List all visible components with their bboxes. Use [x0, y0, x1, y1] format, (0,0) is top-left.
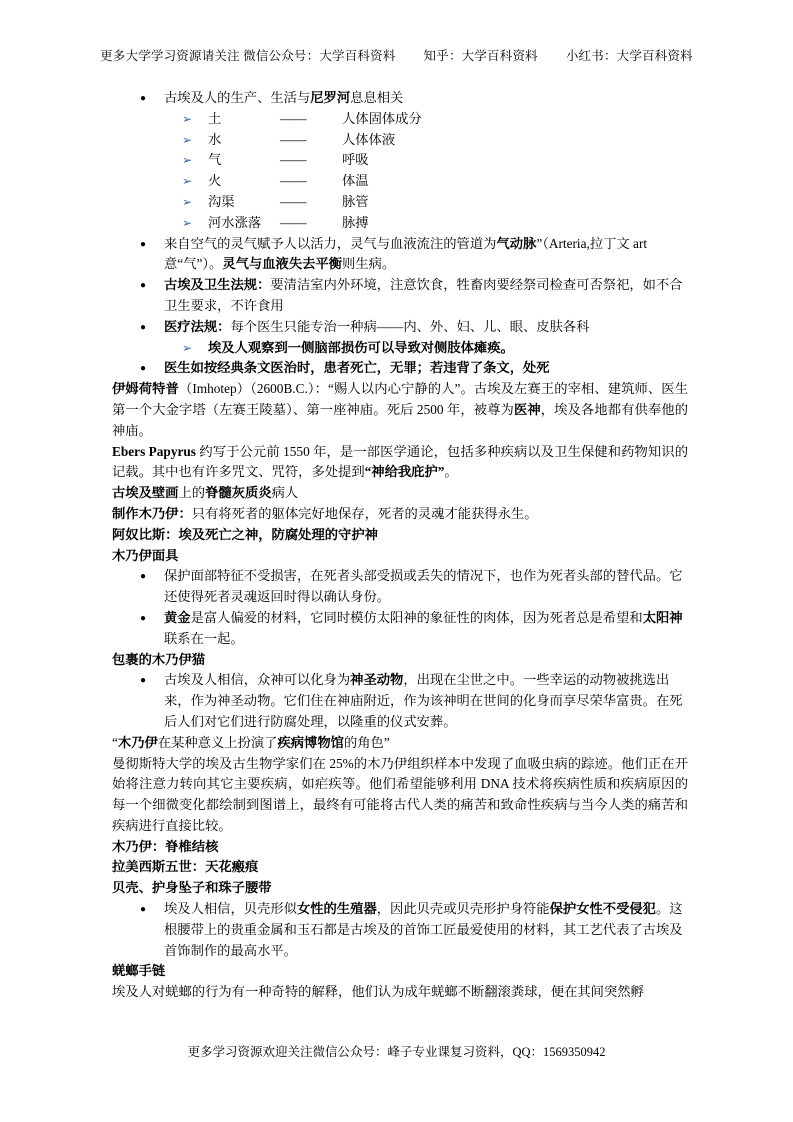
text-run-bold: 医生如按经典条文医治时，患者死亡，无罪；若违背了条文，处死 — [164, 360, 550, 376]
text-run: 则生病。 — [342, 256, 396, 272]
sub-note-list — [164, 338, 688, 359]
element-dash: —— — [280, 173, 307, 189]
list-item — [112, 234, 688, 276]
bullet-list-main — [112, 234, 688, 338]
sub-note-block — [112, 338, 688, 359]
text-run-bold: 脊髓灰质炎 — [205, 485, 272, 501]
text-run: 约写于公元前 1550 年，是一部医学通论，包括多种疾病以及卫生保健和药物知识的记载。其中也有许多咒文、咒符，多处提到 — [112, 443, 688, 480]
element-meaning: 脉搏 — [342, 214, 369, 230]
paragraph-scarab — [112, 982, 688, 1003]
list-item — [164, 213, 688, 234]
text-run-bold: 医神 — [513, 401, 541, 417]
heading-ramses — [112, 857, 688, 878]
text-run-bold: 蜣螂手链 — [112, 963, 166, 979]
text-run: ，埃及各地都有供奉他的神庙。 — [112, 401, 689, 438]
bullet-list-mask — [112, 566, 688, 649]
header-middle: 知乎：大学百科资料 — [423, 49, 538, 63]
text-run-bold: 神圣动物 — [350, 672, 404, 688]
text-run-bold: 木乃伊面具 — [112, 547, 179, 563]
heading-shell-belt — [112, 878, 688, 899]
text-run: ”（Arteria,拉丁文 art 意“气”）。 — [164, 235, 648, 272]
paragraph-manchester — [112, 754, 688, 837]
text-run: 在某种意义上扮演了 — [157, 734, 278, 750]
element-dash: —— — [280, 110, 307, 126]
paragraph-ebers — [112, 442, 688, 484]
list-item — [112, 317, 688, 338]
text-run-bold: “神给我庇护” — [364, 464, 445, 480]
text-run-bold: 木乃伊 — [117, 734, 158, 750]
paragraph-imhotep — [112, 379, 688, 441]
list-item — [112, 275, 688, 317]
text-run-bold: 伊姆荷特普 — [112, 381, 179, 397]
text-run-bold: 制作木乃伊： — [112, 505, 192, 521]
elements-list — [164, 109, 688, 234]
elements-block — [112, 109, 688, 234]
list-item — [164, 109, 688, 130]
element-term: 河水涨落 — [208, 214, 262, 230]
text-run: 古埃及人相信，众神可以化身为 — [164, 672, 351, 688]
element-term: 土 — [208, 110, 222, 126]
page-header — [0, 46, 793, 64]
text-run: 每个医生只能专治一种病——内、外、妇、儿、眼、皮肤各科 — [230, 318, 590, 334]
header-right: 小红书：大学百科资料 — [565, 49, 693, 63]
text-run: （Imhotep）（2600B.C.） — [178, 381, 315, 397]
text-run-bold: 保护女性不受侵犯 — [549, 901, 656, 917]
text-run-bold: 木乃伊：脊椎结核 — [112, 838, 219, 854]
text-run: ，因此贝壳或贝壳形护身符能 — [376, 901, 550, 917]
element-dash: —— — [280, 193, 307, 209]
header-left: 更多大学学习资源请关注 微信公众号：大学百科资料 — [100, 49, 396, 63]
element-term: 火 — [208, 173, 222, 189]
list-item — [112, 566, 688, 608]
list-item — [112, 899, 688, 961]
text-run-bold: 太阳神 — [642, 609, 683, 625]
text-run: 息息相关 — [350, 90, 404, 105]
text-run: 来自空气的灵气赋予人以活力，灵气与血液流注的管道为 — [164, 235, 497, 251]
text-run-bold: 女性的生殖器 — [296, 901, 377, 917]
text-run-bold: 尼罗河 — [310, 90, 351, 105]
text-run: 上的 — [178, 485, 206, 501]
element-dash: —— — [280, 214, 307, 230]
heading-scarab — [112, 961, 688, 982]
text-run-bold: 古埃及壁画 — [112, 485, 179, 501]
heading-mummy-cat — [112, 650, 688, 671]
heading-mummy-tb — [112, 837, 688, 858]
text-run: 埃及人相信，贝壳形似 — [164, 901, 297, 917]
list-item — [164, 130, 688, 151]
element-meaning: 人体体液 — [342, 131, 396, 147]
text-run: ，出现在尘世之中。一些幸运的动物被挑选出来，作为神圣动物。它们住在神庙附近，作为该神明在世间的化身而享尽荣华富贵。在死后人们对它们进行防腐处理，以隆重的仪式安葬。 — [164, 672, 683, 729]
text-run: 要清洁室内外环境，注意饮食，牲畜肉要经祭司检查可否祭祀，如不合卫生要求，不许食用 — [164, 277, 683, 313]
text-run: 只有将死者的躯体完好地保存，死者的灵魂才能获得永生。 — [191, 505, 538, 521]
element-dash: —— — [280, 131, 307, 147]
list-item — [164, 171, 688, 192]
text-run-bold: 黄金 — [164, 609, 191, 625]
document-body — [112, 88, 688, 1003]
text-run-bold: 包裹的木乃伊猫 — [112, 651, 206, 667]
list-item — [164, 150, 688, 171]
bullet-list-main2 — [112, 358, 688, 379]
footer-text: 更多学习资源欢迎关注微信公众号：峰子专业课复习资料，QQ：1569350942 — [187, 1045, 606, 1059]
element-dash: —— — [280, 152, 307, 168]
paragraph-mummy-making — [112, 504, 688, 525]
text-run: 。 — [444, 464, 458, 480]
paragraph-museum-quote — [112, 733, 688, 754]
list-item — [112, 608, 688, 650]
text-run: 曼彻斯特大学的埃及古生物学家们在 25%的木乃伊组织样本中发现了血吸虫病的踪迹。他们正在开始将注意力转向其它主要疾病，如疟疾等。他们希望能够利用 DNA 技术将疾病性质和疾病原因的每一个细微变化都绘制到图谱上，最终有可能将古代人类的痛苦和致命性疾病与当今人类的痛苦和疾病进行直接比较。 — [112, 755, 688, 833]
element-term: 气 — [208, 152, 222, 168]
list-item — [112, 358, 688, 379]
text-run-bold: 拉美西斯五世：天花瘢痕 — [112, 859, 259, 875]
paragraph-murals — [112, 483, 688, 504]
paragraph-anubis — [112, 525, 688, 546]
element-meaning: 人体固体成分 — [342, 110, 422, 126]
bullet-list-shell — [112, 899, 688, 961]
text-run-bold: Ebers Papyrus — [112, 443, 196, 459]
bullet-list-cat — [112, 670, 688, 732]
text-run: “ — [112, 734, 118, 750]
list-item — [112, 670, 688, 732]
text-run: 的角色” — [343, 734, 390, 750]
text-run-bold: 埃及人观察到一侧脑部损伤可以导致对侧肢体瘫痪。 — [208, 339, 514, 355]
text-run-bold: 灵气与血液失去平衡 — [222, 256, 343, 272]
text-run-bold: 阿奴比斯：埃及死亡之神，防腐处理的守护神 — [112, 526, 378, 542]
element-meaning: 体温 — [342, 173, 369, 189]
list-item — [164, 338, 688, 359]
list-item — [164, 192, 688, 213]
element-term: 水 — [208, 131, 222, 147]
element-meaning: 脉管 — [342, 193, 369, 209]
text-run-bold: 贝壳、护身坠子和珠子腰带 — [112, 880, 272, 896]
text-run: 保护面部特征不受损害，在死者头部受损或丢失的情况下，也作为死者头部的替代品。它还使得死者灵魂返回时得以确认身份。 — [164, 568, 683, 605]
text-run: 。这根腰带上的贵重金属和玉石都是古埃及的首饰工匠最爱使用的材料，其工艺代表了古埃及首饰制作的最高水平。 — [164, 901, 683, 958]
text-run-bold: 古埃及卫生法规： — [164, 277, 271, 293]
list-item — [112, 88, 688, 109]
page-footer — [0, 1042, 793, 1060]
text-run: 埃及人对蜣螂的行为有一种奇特的解释，他们认为成年蜣螂不断翻滚粪球，便在其间突然孵 — [112, 984, 644, 1000]
element-term: 沟渠 — [208, 193, 235, 209]
bullet-list-top — [112, 88, 688, 109]
text-run-bold: 医疗法规： — [164, 318, 231, 334]
heading-mummy-mask — [112, 546, 688, 567]
text-run: 联系在一起。 — [164, 630, 244, 646]
text-run-bold: 疾病博物馆 — [277, 734, 344, 750]
text-run: 病人 — [271, 485, 299, 501]
element-meaning: 呼吸 — [342, 152, 369, 168]
text-run-bold: 气动脉 — [496, 235, 537, 251]
text-run: ：“赐人以内心宁静的人”。古埃及左赛王的宰相、建筑师、医生 第一个大金字塔（左赛王陵墓）、第一座神庙。死后 2500 年，被尊为 — [112, 381, 688, 417]
text-run: 古埃及人的生产、生活与 — [164, 90, 311, 105]
text-run: 是富人偏爱的材料，它同时模仿太阳神的象征性的肉体，因为死者总是希望和 — [190, 609, 643, 625]
